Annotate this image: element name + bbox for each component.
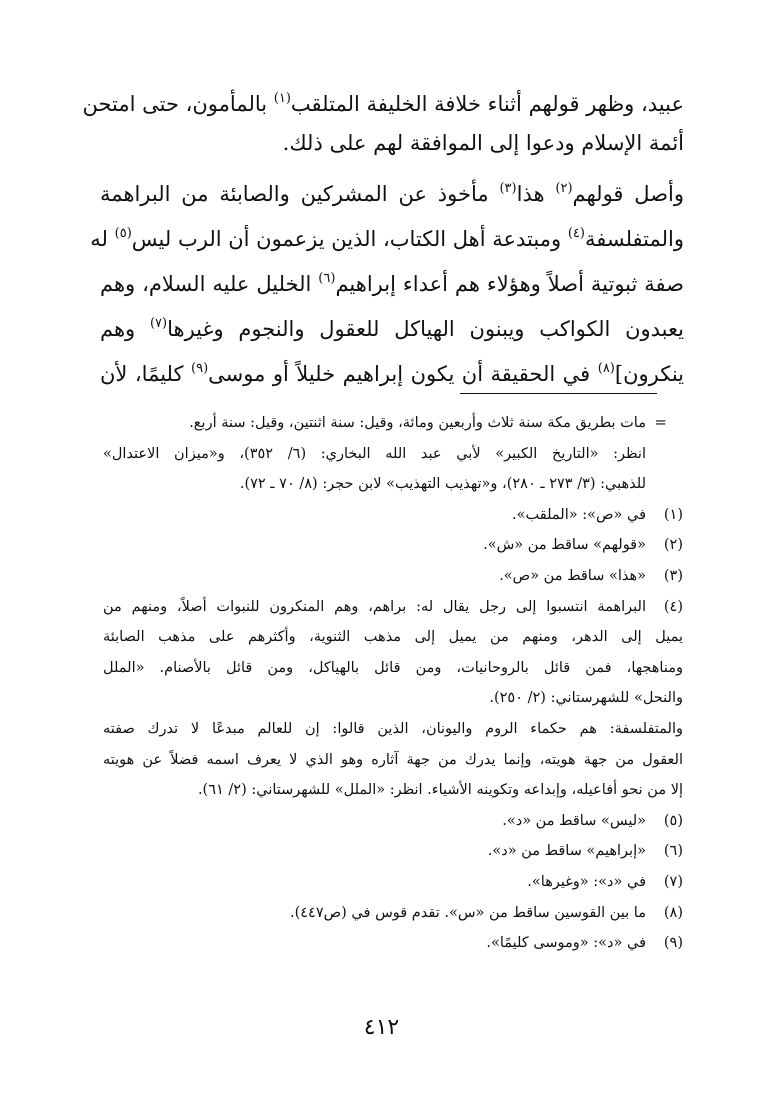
main-text — [82, 76, 685, 391]
text-run: كليمًا، لأن — [100, 362, 191, 386]
footnote-number: (٦) — [663, 843, 683, 860]
footnote-number: (٧) — [663, 873, 683, 890]
body-line-3 — [100, 166, 684, 211]
text-run: الخليل عليه السلام، وهم — [100, 272, 319, 296]
footnote-ref: (٩) — [191, 361, 209, 376]
footnote-ref: (١) — [273, 91, 291, 106]
footnote-ref: (٣) — [499, 181, 517, 196]
footnote-3 — [103, 561, 683, 592]
body-line-4 — [90, 211, 684, 256]
footnote-ref: (٤) — [567, 226, 585, 241]
footnote-continuation-line: انظر: «التاريخ الكبير» لأبي عبد الله البخاري: (٦/ ٣٥٢)، و«ميزان الاعتدال» — [103, 445, 646, 462]
footnote-2 — [103, 530, 683, 561]
body-line-7 — [100, 346, 684, 391]
text-run: في الحقيقة أن يكون إبراهيم خليلاً أو موسى — [208, 362, 598, 386]
footnote-continuation-line: مات بطريق مكة سنة ثلاث وأربعين ومائة، وقيل: سنة اثنتين، وقيل: سنة أربع. — [189, 415, 646, 431]
text-run: صفة ثبوتية أصلاً وهؤلاء هم أعداء إبراهيم — [335, 272, 685, 296]
body-line-6 — [100, 301, 684, 346]
footnote-text: في «د»: «وموسى كليمًا». — [486, 935, 646, 952]
text-run: عبيد، وظهر قولهم أثناء خلافة الخليفة المتلقب — [290, 92, 684, 116]
text-run: له — [90, 227, 115, 251]
body-line-2 — [100, 121, 684, 166]
footnote-5 — [103, 806, 683, 837]
footnote-text: «ليس» ساقط من «د». — [502, 812, 646, 829]
footnote-text: «قولهم» ساقط من «ش». — [483, 537, 646, 554]
footnote-text-line: ومناهجها، فمن قائل بالروحانيات، ومن قائل بالهياكل، ومن قائل بالأصنام. «الملل — [103, 659, 683, 676]
footnote-7 — [103, 867, 683, 898]
footnote-number: (٩) — [663, 935, 683, 952]
footnote-ref: (٨) — [597, 361, 615, 376]
footnote-number: (٤) — [663, 598, 683, 615]
text-run: يعبدون الكواكب ويبنون الهياكل للعقول والنجوم وغيرها — [167, 317, 684, 341]
footnote-text-line: والنحل» للشهرستاني: (٢/ ٢٥٠). — [489, 690, 683, 707]
footnote-number: (٣) — [663, 567, 683, 584]
text-run: بالمأمون، حتى امتحن — [82, 92, 274, 116]
footnote-text: في «د»: «وغيرها». — [527, 873, 646, 890]
text-run: أئمة الإسلام ودعوا إلى الموافقة لهم على ذلك. — [282, 131, 684, 155]
footnote-number: (٢) — [663, 537, 683, 554]
footnote-text-line: والمتفلسفة: هم حكماء الروم واليونان، الذين قالوا: إن للعالم مبدعًا لا تدرك صفته — [103, 720, 683, 737]
text-run: ومبتدعة أهل الكتاب، الذين يزعمون أن الرب ليس — [131, 227, 568, 251]
footnote-ref: (٧) — [149, 316, 168, 331]
footnote-continuation-line: للذهبي: (٣/ ٢٧٣ ـ ٢٨٠)، و«تهذيب التهذيب» لابن حجر: (٨/ ٧٠ ـ ٧٢). — [239, 476, 646, 493]
footnote-number: (٨) — [663, 904, 683, 921]
footnote-text-line: العقول من جهة هويته، وإنما يدرك من جهة آثاره وهو الذي لا يعرف اسمه فضلاً عن هويته — [103, 751, 683, 768]
footnote-9 — [103, 928, 683, 959]
footnote-text: «إبراهيم» ساقط من «د». — [487, 843, 646, 860]
footnote-text: ما بين القوسين ساقط من «س». تقدم قوس في (ص٤٤٧). — [289, 904, 646, 921]
footnote-text: البراهمة انتسبوا إلى رجل يقال له: براهم، وهم المنكرون للنبوات أصلاً، ومنهم من — [103, 598, 646, 615]
footnote-text-line: يميل إلى الدهر، ومنهم من يميل إلى مذهب الثنوية، وأكثرهم على مذهب الصابئة — [103, 629, 683, 646]
footnote-number: (١) — [663, 506, 683, 523]
footnote-1 — [103, 500, 683, 531]
page-number: ٤١٢ — [363, 1015, 400, 1040]
body-line-5 — [100, 256, 684, 301]
footnote-ref: (٥) — [114, 226, 132, 241]
body-line-1 — [82, 76, 684, 121]
footnote-text: «هذا» ساقط من «ص». — [499, 567, 646, 584]
continuation-mark: = — [654, 413, 667, 431]
text-run: مأخوذ عن المشركين والصابئة من البراهمة — [100, 182, 500, 206]
text-run: وهم — [100, 317, 150, 341]
footnote-ref: (٢) — [555, 181, 573, 196]
text-run: هذا — [516, 182, 556, 206]
footnote-6 — [103, 836, 683, 867]
footnote-text: في «ص»: «الملقب». — [512, 506, 646, 523]
text-run: ينكرون] — [614, 362, 684, 386]
text-run: وأصل قولهم — [572, 182, 684, 206]
footnote-ref: (٦) — [318, 271, 336, 286]
text-run: والمتفلسفة — [584, 227, 684, 251]
footnote-number: (٥) — [663, 812, 683, 829]
footnote-4 — [103, 592, 683, 623]
footnote-separator — [460, 393, 657, 394]
footnotes — [103, 408, 683, 959]
footnote-text-line: إلا من نحو أفاعيله، وإبداعه وتكوينه الأشياء. انظر: «الملل» للشهرستاني: (٢/ ٦١). — [197, 782, 683, 799]
footnote-8 — [103, 898, 683, 929]
